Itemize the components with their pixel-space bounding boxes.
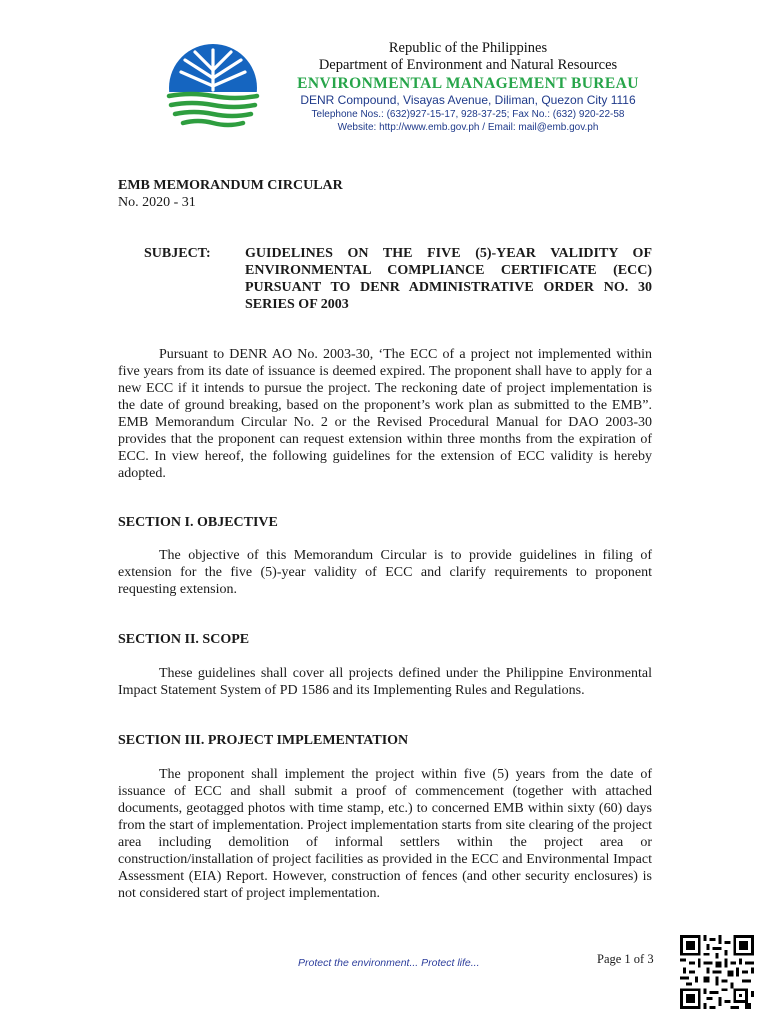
circular-title: EMB MEMORANDUM CIRCULAR bbox=[118, 178, 343, 193]
section-3-body: The proponent shall implement the project within five (5) years from the date of issuance of ECC and shall submit a proof of commencement (together with attached documents, geotagged photos with time stamp, etc.) to concerned EMB within sixty (60) days from the start of implementation. Project implementation starts from site clearing of the project area including demolition of informal settlers within the project area or construction/installation of project facilities as provided in the ECC and Environmental Impact Assessment (EIA) Report. However, construction of fences (and other security enclosures) is not considered start of project implementation. bbox=[118, 767, 652, 901]
letterhead bbox=[268, 40, 668, 134]
section-1-heading: SECTION I. OBJECTIVE bbox=[118, 515, 278, 530]
subject-label: SUBJECT: bbox=[144, 246, 211, 261]
bureau-name: ENVIRONMENTAL MANAGEMENT BUREAU bbox=[297, 75, 639, 92]
denr-emb-logo bbox=[163, 42, 263, 134]
republic-line: Republic of the Philippines bbox=[388, 40, 548, 56]
section-1-body: The objective of this Memorandum Circular is to provide guidelines in filing of extension for the five (5)-year validity of ECC and clarify requirements to proponent requesting extension. bbox=[118, 548, 652, 597]
intro-paragraph: Pursuant to DENR AO No. 2003-30, ‘The ECC of a project not implemented within five years from its date of issuance is deemed expired. The proponent shall have to apply for a new ECC if it intends to pursue the project. The reckoning date of project implementation is the date of ground breaking, based on the proponent’s work plan as submitted to the EMB”. EMB Memorandum Circular No. 2 or the Revised Procedural Manual for DAO 2003-30 provides that the proponent can request extension within three months from the expiration of ECC. In view hereof, the following guidelines for the extension of ECC validity is hereby adopted. bbox=[118, 347, 652, 481]
qr-code-icon bbox=[680, 935, 754, 1009]
section-2-heading: SECTION II. SCOPE bbox=[118, 632, 250, 647]
address-line: DENR Compound, Visayas Avenue, Diliman, Quezon City 1116 bbox=[300, 93, 636, 107]
department-line: Department of Environment and Natural Resources bbox=[318, 57, 618, 73]
page-number: Page 1 of 3 bbox=[597, 952, 654, 966]
phone-line: Telephone Nos.: (632)927-15-17, 928-37-25; Fax No.: (632) 920-22-58 bbox=[311, 109, 625, 120]
section-3-heading: SECTION III. PROJECT IMPLEMENTATION bbox=[118, 733, 409, 748]
footer-tagline: Protect the environment... Protect life... bbox=[298, 957, 480, 969]
circular-number: No. 2020 - 31 bbox=[118, 195, 196, 210]
subject-text: GUIDELINES ON THE FIVE (5)-YEAR VALIDITY OF ENVIRONMENTAL COMPLIANCE CERTIFICATE (ECC) PURSUANT TO DENR ADMINISTRATIVE ORDER NO. 30 SERIES OF 2003 bbox=[245, 246, 652, 312]
website-line: Website: http://www.emb.gov.ph / Email: mail@emb.gov.ph bbox=[337, 122, 599, 133]
section-2-body: These guidelines shall cover all projects defined under the Philippine Environmental Impact Statement System of PD 1586 and its Implementing Rules and Regulations. bbox=[118, 666, 652, 698]
